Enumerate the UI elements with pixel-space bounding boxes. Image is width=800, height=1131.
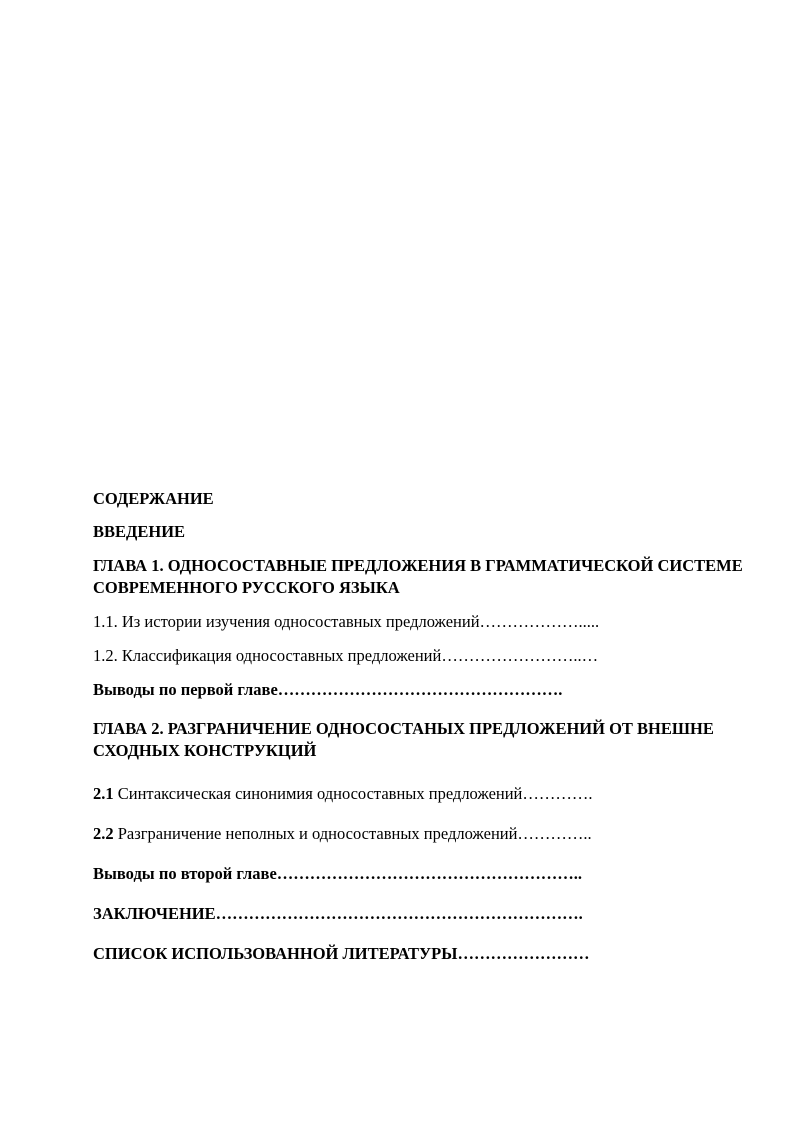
- section-number: 2.1: [93, 784, 114, 803]
- toc-section-1-2: 1.2. Классификация односоставных предложений……………………..…: [93, 646, 599, 665]
- toc-chapter-2-heading: ГЛАВА 2. РАЗГРАНИЧЕНИЕ ОДНОСОСТАНЫХ ПРЕДЛОЖЕНИЙ ОТ ВНЕШНЕ СХОДНЫХ КОНСТРУКЦИЙ: [93, 719, 714, 760]
- toc-chapter-2-summary: Выводы по второй главе………………………………………………..: [93, 864, 583, 883]
- table-of-contents: [93, 488, 753, 964]
- toc-introduction: ВВЕДЕНИЕ: [93, 522, 186, 541]
- toc-chapter-1-heading: ГЛАВА 1. ОДНОСОСТАВНЫЕ ПРЕДЛОЖЕНИЯ В ГРАММАТИЧЕСКОЙ СИСТЕМЕ СОВРЕМЕННОГО РУССКОГО ЯЗЫКА: [93, 556, 743, 597]
- toc-chapter-1-summary: Выводы по первой главе…………………………………………….: [93, 680, 563, 699]
- toc-bibliography: СПИСОК ИСПОЛЬЗОВАННОЙ ЛИТЕРАТУРЫ……………………: [93, 944, 590, 963]
- toc-section-1-1: 1.1. Из истории изучения односоставных предложений……………….....: [93, 612, 600, 631]
- toc-section-2-2: [93, 823, 753, 844]
- section-title: Синтаксическая синонимия односоставных предложений………….: [113, 784, 593, 803]
- section-number: 2.2: [93, 824, 114, 843]
- toc-conclusion: ЗАКЛЮЧЕНИЕ………………………………………………………….: [93, 904, 583, 923]
- toc-title: СОДЕРЖАНИЕ: [93, 489, 214, 508]
- toc-section-2-1: [93, 783, 753, 804]
- section-title: Разграничение неполных и односоставных предложений…………..: [113, 824, 592, 843]
